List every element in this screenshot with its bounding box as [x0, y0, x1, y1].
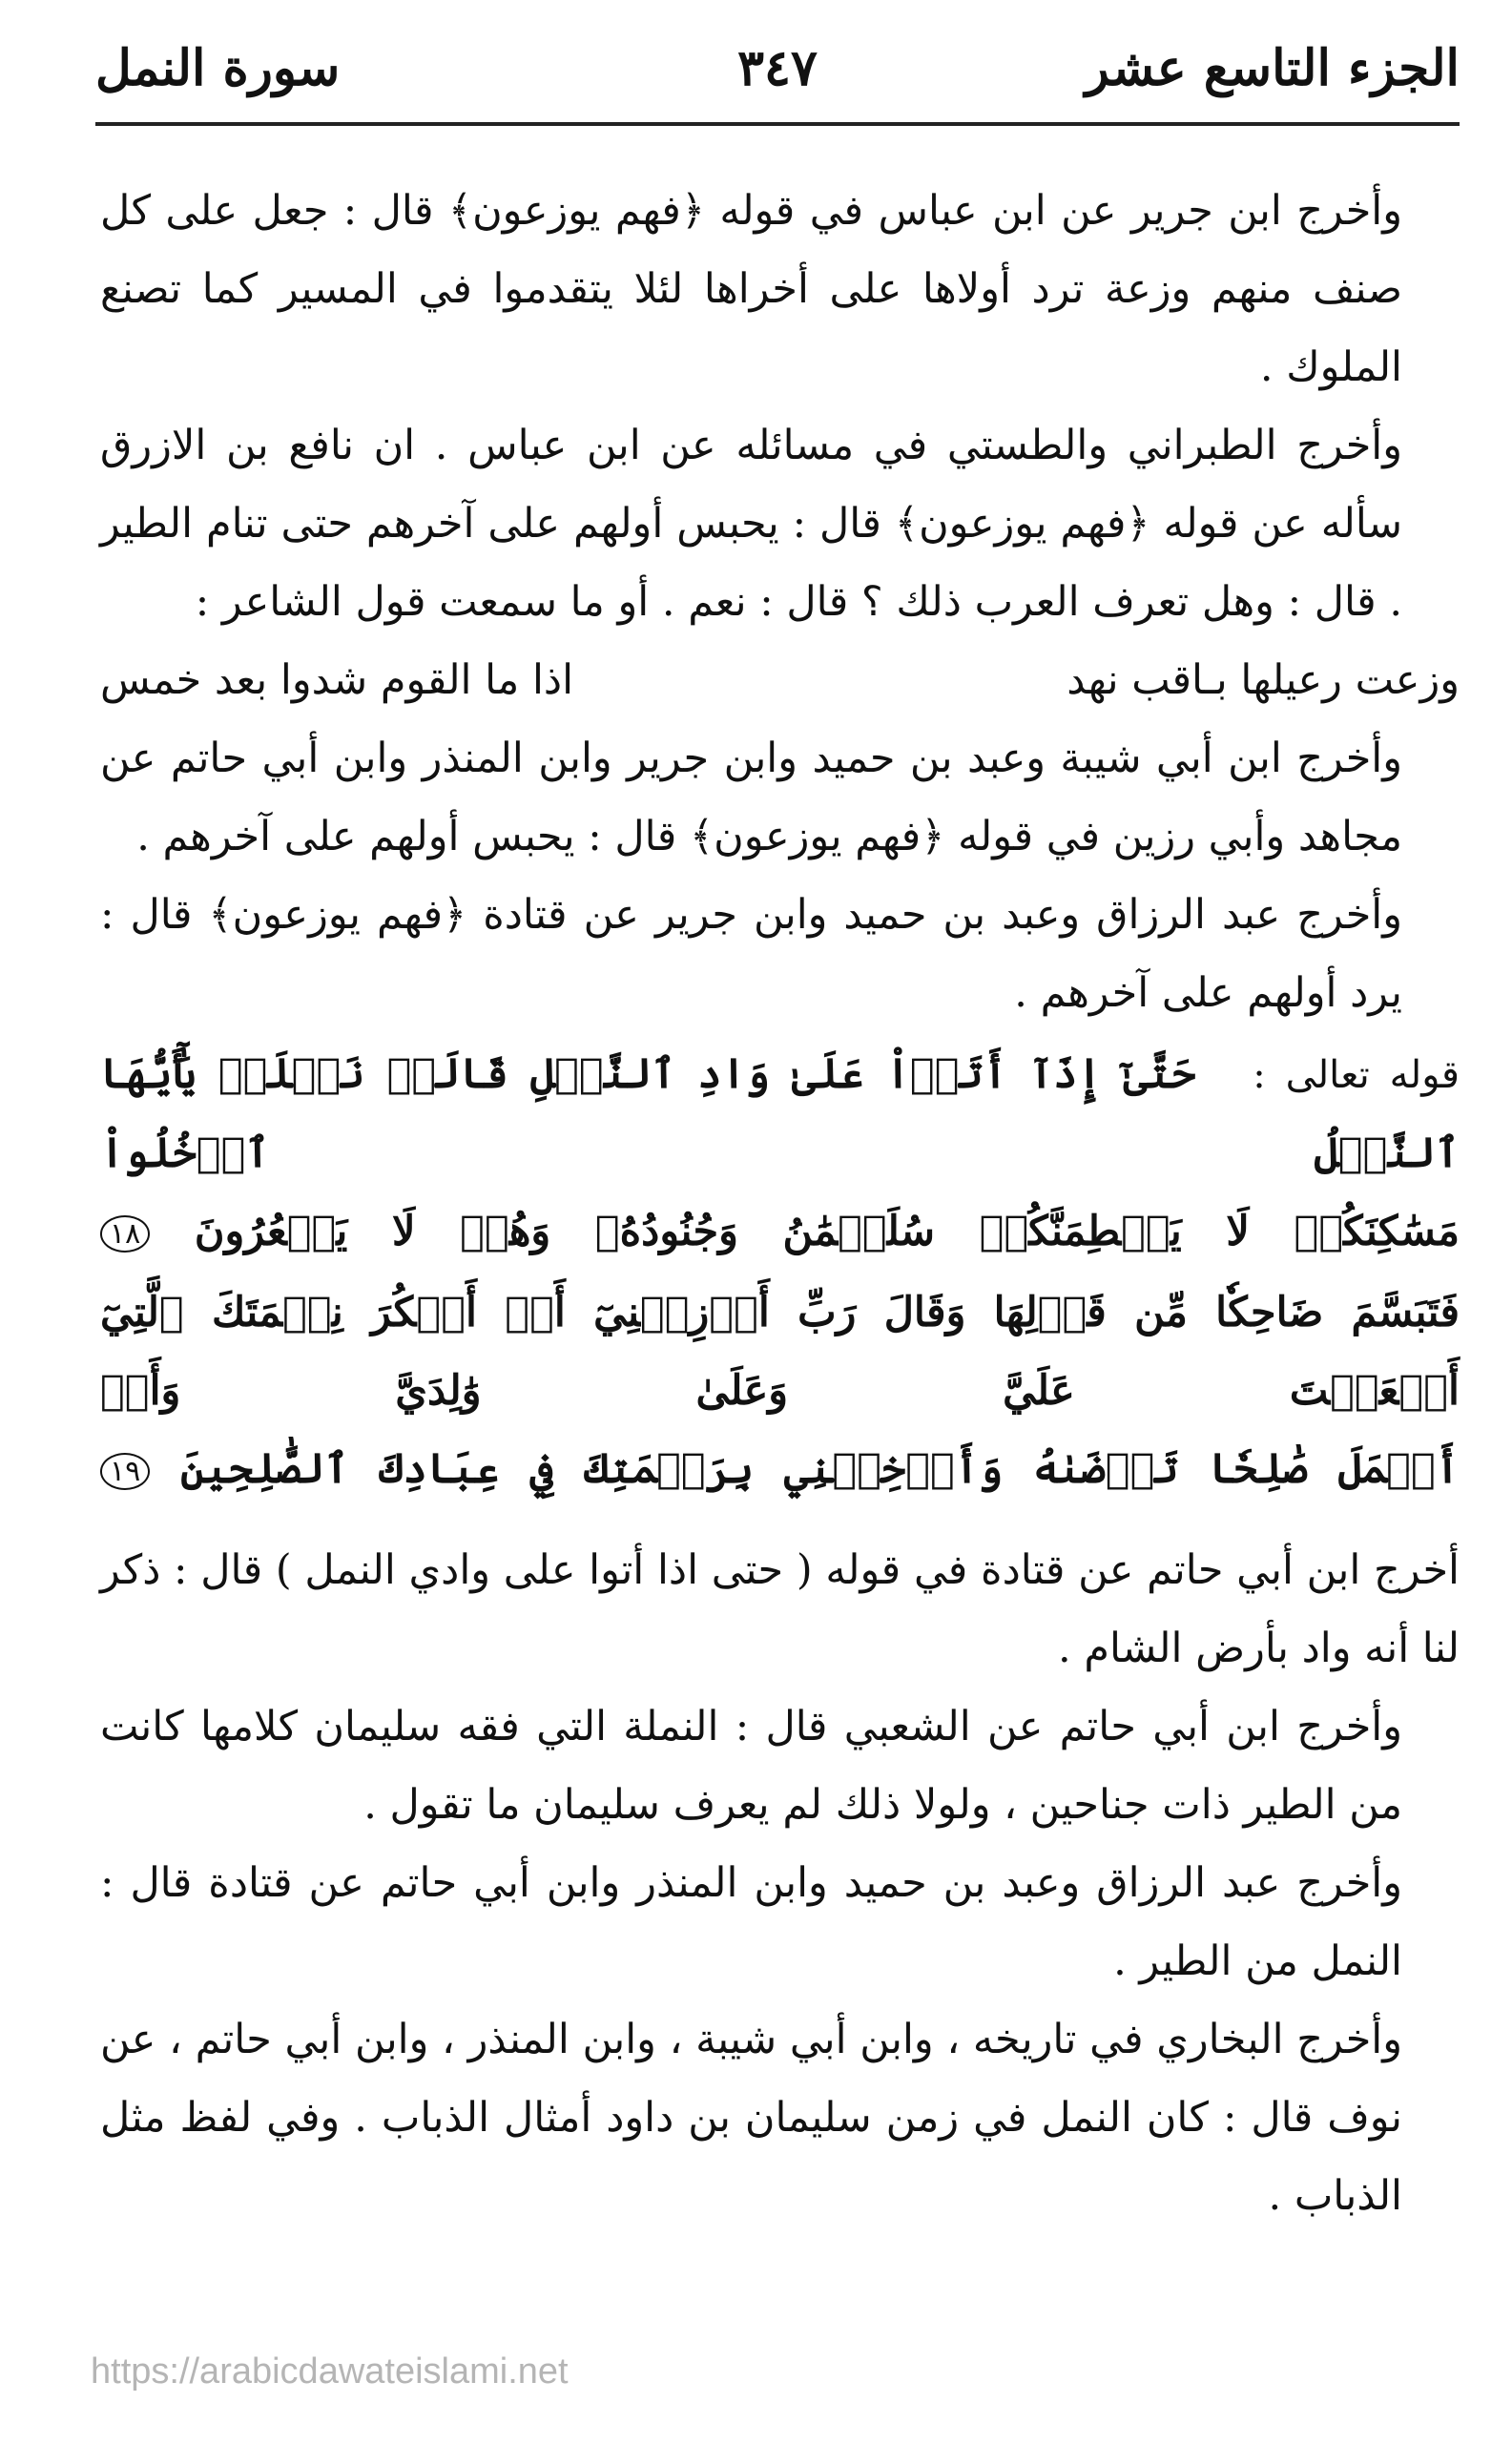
ayah-number: ١٨ — [100, 1215, 150, 1253]
paragraph: وأخرج البخاري في تاريخه ، وابن أبي شيبة ، وابن المنذر ، وابن أبي حاتم ، عن نوف قال : كان النمل في زمن سليمان بن داود أمثال الذباب . وفي لفظ مثل الذباب . — [100, 2016, 1402, 2220]
commentary-bottom — [100, 1531, 1460, 2235]
page-number: ٣٤٧ — [737, 39, 818, 97]
paragraph: وأخرج عبد الرزاق وعبد بن حميد وابن جرير عن قتادة ﴿فهم يوزعون﴾ قال : يرد أولهم على آخرهم . — [100, 891, 1402, 1017]
ayah-number: ١٩ — [100, 1453, 150, 1490]
surah-title: سورة النمل — [95, 39, 341, 97]
paragraph: وأخرج عبد الرزاق وعبد بن حميد وابن المنذر وابن أبي حاتم عن قتادة قال : النمل من الطير . — [100, 1859, 1402, 1985]
quran-text: حَتَّىٰٓ إِذَآ أَتَوۡاْ عَلَىٰ وَادِ ٱلنَّمۡلِ قَالَتۡ نَمۡلَةٞ يَٰٓأَيُّهَا ٱلنَّمۡلُ ٱدۡخُلُواْ — [100, 1050, 1460, 1177]
quran-line — [100, 1192, 1460, 1274]
quran-passage — [100, 1035, 1460, 1511]
quran-line — [100, 1035, 1460, 1192]
paragraph: أخرج ابن أبي حاتم عن قتادة في قوله ( حتى اذا أتوا على وادي النمل ) قال : ذكر لنا أنه واد بأرض الشام . — [100, 1546, 1460, 1672]
quran-text: مَسَٰكِنَكُمۡ لَا يَحۡطِمَنَّكُمۡ سُلَيۡمَٰنُ وَجُنُودُهُۥ وَهُمۡ لَا يَشۡعُرُونَ — [194, 1208, 1460, 1255]
quran-label: قوله تعالى : — [1253, 1053, 1460, 1097]
quran-text: فَتَبَسَّمَ ضَاحِكٗا مِّن قَوۡلِهَا وَقَالَ رَبِّ أَوۡزِعۡنِيٓ أَنۡ أَشۡكُرَ نِعۡمَتَكَ ٱلَّتِيٓ أَنۡعَمۡتَ عَلَيَّ وَعَلَىٰ وَٰلِدَيَّ وَأَنۡ — [100, 1289, 1460, 1415]
paragraph: وأخرج ابن جرير عن ابن عباس في قوله ﴿فهم يوزعون﴾ قال : جعل على كل صنف منهم وزعة ترد أولاها على أخراها لئلا يتقدموا في المسير كما تصنع الملوك . — [100, 187, 1402, 391]
quran-text: أَعۡمَلَ صَٰلِحٗا تَرۡضَىٰهُ وَأَدۡخِلۡنِي بِرَحۡمَتِكَ فِي عِبَادِكَ ٱلصَّٰلِحِينَ — [180, 1445, 1460, 1493]
watermark-url: https://arabicdawateislami.net — [91, 2351, 569, 2392]
paragraph: وأخرج ابن أبي حاتم عن الشعبي قال : النملة التي فقه سليمان كلامها كانت من الطير ذات جناحين ، ولولا ذلك لم يعرف سليمان ما تقول . — [100, 1703, 1402, 1829]
verse-first-half: وزعت رعيلها بـاقب نهد — [1067, 656, 1460, 704]
verse-second-half: اذا ما القوم شدوا بعد خمس — [100, 656, 574, 704]
quran-line — [100, 1274, 1460, 1430]
poetry-verse — [100, 641, 1460, 719]
paragraph: وأخرج الطبراني والطستي في مسائله عن ابن عباس . ان نافع بن الازرق سأله عن قوله ﴿فهم يوزعون﴾ قال : يحبس أولهم على آخرهم حتى تنام الطير . قال : وهل تعرف العرب ذلك ؟ قال : نعم . أو ما سمعت قول الشاعر : — [100, 422, 1402, 626]
quran-line — [100, 1430, 1460, 1511]
page-header — [95, 29, 1460, 110]
part-title: الجزء التاسع عشر — [1085, 39, 1460, 97]
header-rule — [95, 122, 1460, 126]
commentary-top — [100, 172, 1460, 1032]
paragraph: وأخرج ابن أبي شيبة وعبد بن حميد وابن جرير وابن المنذر وابن أبي حاتم عن مجاهد وأبي رزين في قوله ﴿فهم يوزعون﴾ قال : يحبس أولهم على آخرهم . — [100, 735, 1402, 860]
